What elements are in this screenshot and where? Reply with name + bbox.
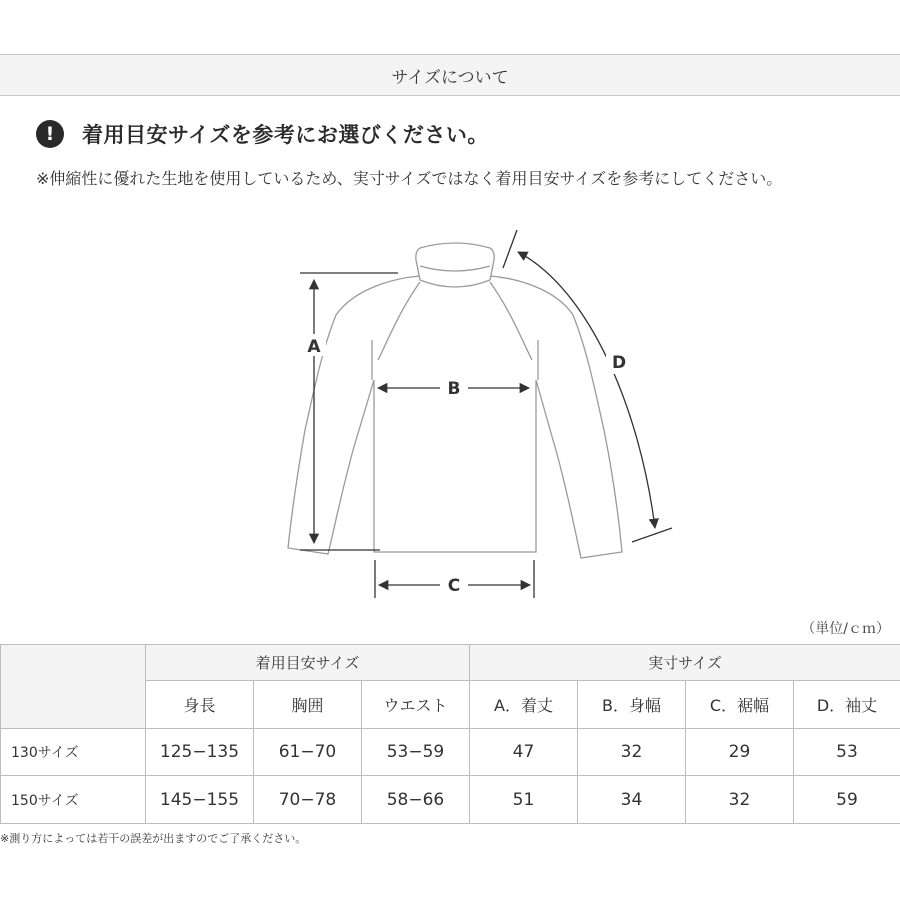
col-header-body-width: B．身幅 bbox=[578, 681, 686, 729]
col-header-chest: 胸囲 bbox=[254, 681, 362, 729]
footer-note: ※測り方によっては若干の誤差が出ますのでご了承ください。 bbox=[0, 832, 307, 845]
col-header-hem-width: C．裾幅 bbox=[686, 681, 794, 729]
table-cell: 29 bbox=[686, 729, 794, 776]
measure-a bbox=[300, 273, 398, 550]
label-d: D bbox=[611, 353, 627, 373]
table-cell: 59 bbox=[794, 776, 900, 824]
shirt-body bbox=[288, 276, 622, 558]
size-table bbox=[0, 644, 900, 824]
unit-note: （単位/ｃｍ） bbox=[801, 621, 890, 637]
col-header-sleeve: D．袖丈 bbox=[794, 681, 900, 729]
label-b: B bbox=[447, 379, 461, 399]
table-cell: 145−155 bbox=[146, 776, 254, 824]
table-cell: 53 bbox=[794, 729, 900, 776]
notice-subtitle: ※伸縮性に優れた生地を使用しているため、実寸サイズではなく着用目安サイズを参考にしてください。 bbox=[36, 169, 783, 188]
table-cell: 125−135 bbox=[146, 729, 254, 776]
table-cell: 58−66 bbox=[362, 776, 470, 824]
table-row bbox=[1, 776, 900, 824]
col-header-waist: ウエスト bbox=[362, 681, 470, 729]
notice bbox=[36, 118, 489, 150]
label-c: C bbox=[447, 576, 461, 596]
raglan-right bbox=[490, 282, 532, 360]
table-cell: 47 bbox=[470, 729, 578, 776]
raglan-left bbox=[378, 282, 420, 360]
shirt-outline bbox=[288, 243, 622, 558]
table-corner-cell bbox=[1, 645, 146, 729]
exclamation-icon: ! bbox=[36, 120, 64, 148]
group-header-fit: 着用目安サイズ bbox=[146, 645, 470, 681]
table-row bbox=[1, 729, 900, 776]
group-header-actual: 実寸サイズ bbox=[470, 645, 900, 681]
table-cell: 51 bbox=[470, 776, 578, 824]
neck-inner bbox=[420, 266, 490, 271]
neck-collar bbox=[416, 243, 494, 287]
measure-d bbox=[503, 230, 672, 542]
table-cell: 70−78 bbox=[254, 776, 362, 824]
table-cell: 34 bbox=[578, 776, 686, 824]
row-label: 150サイズ bbox=[1, 776, 146, 824]
table-cell: 32 bbox=[578, 729, 686, 776]
table-cell: 61−70 bbox=[254, 729, 362, 776]
col-header-length: A．着丈 bbox=[470, 681, 578, 729]
table-cell: 53−59 bbox=[362, 729, 470, 776]
section-header bbox=[0, 54, 900, 96]
table-cell: 32 bbox=[686, 776, 794, 824]
section-title: サイズについて bbox=[391, 67, 509, 88]
notice-title: 着用目安サイズを参考にお選びください。 bbox=[82, 123, 489, 147]
col-header-height: 身長 bbox=[146, 681, 254, 729]
garment-diagram bbox=[0, 210, 900, 610]
row-label: 130サイズ bbox=[1, 729, 146, 776]
label-a: A bbox=[307, 337, 321, 357]
